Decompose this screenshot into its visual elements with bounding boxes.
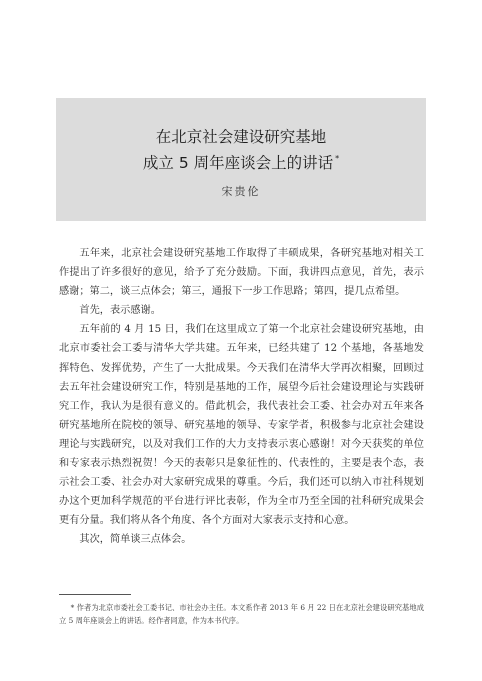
article-body [59, 244, 424, 550]
footnote-marker: * [335, 154, 340, 163]
title-banner [56, 98, 426, 221]
footnote-divider [59, 594, 131, 595]
paragraph: 五年前的 4 月 15 日，我们在这里成立了第一个北京社会建设研究基地，由北京市委社会工委与清华大学共建。五年来，已经共建了 12 个基地，各基地发挥特色、发挥优势，产生了一大批成果。今天我们在清华大学再次相聚，回顾过去五年社会建设研究工作，特别是基地的工作，展望今后社会建设理论与实践研究工作，我认为是很有意义的。借此机会，我代表社会工委、社会办对五年来各研究基地所在院校的领导、研究基地的领导、专家学者，积极参与北京社会建设理论与实践研究，以及对我们工作的大力支持表示衷心感谢！对今天获奖的单位和专家表示热烈祝贺！今天的表彰只是象征性的、代表性的，主要是表个态，表示社会工委、社会办对大家研究成果的尊重。今后，我们还可以纳入市社科规划办这个更加科学规范的平台进行评比表彰，作为全市乃至全国的社科研究成果会更有分量。我们将从各个角度、各个方面对大家表示支持和心意。 [59, 324, 424, 527]
author-name: 宋贵伦 [221, 185, 261, 198]
article-title-line-1: 在北京社会建设研究基地 [155, 128, 327, 146]
paragraph: 五年来，北京社会建设研究基地工作取得了丰硕成果，各研究基地对相关工作提出了许多很好的意见，给予了充分鼓励。下面，我讲四点意见，首先，表示感谢；第二，谈三点体会；第三，通报下一步工作思路；第四，提几点希望。 [59, 248, 424, 298]
paragraph: 其次，简单谈三点体会。 [79, 534, 192, 546]
article-title-line-2: 成立 5 周年座谈会上的讲话 * [142, 154, 340, 172]
paragraph: 首先，表示感谢。 [79, 305, 161, 317]
footnote: * 作者为北京市委社会工委书记、市社会办主任。本文系作者 2013 年 6 月 22 日在北京社会建设研究基地成立 5 周年座谈会上的讲话。经作者同意，作为本书代序。 [59, 603, 424, 625]
